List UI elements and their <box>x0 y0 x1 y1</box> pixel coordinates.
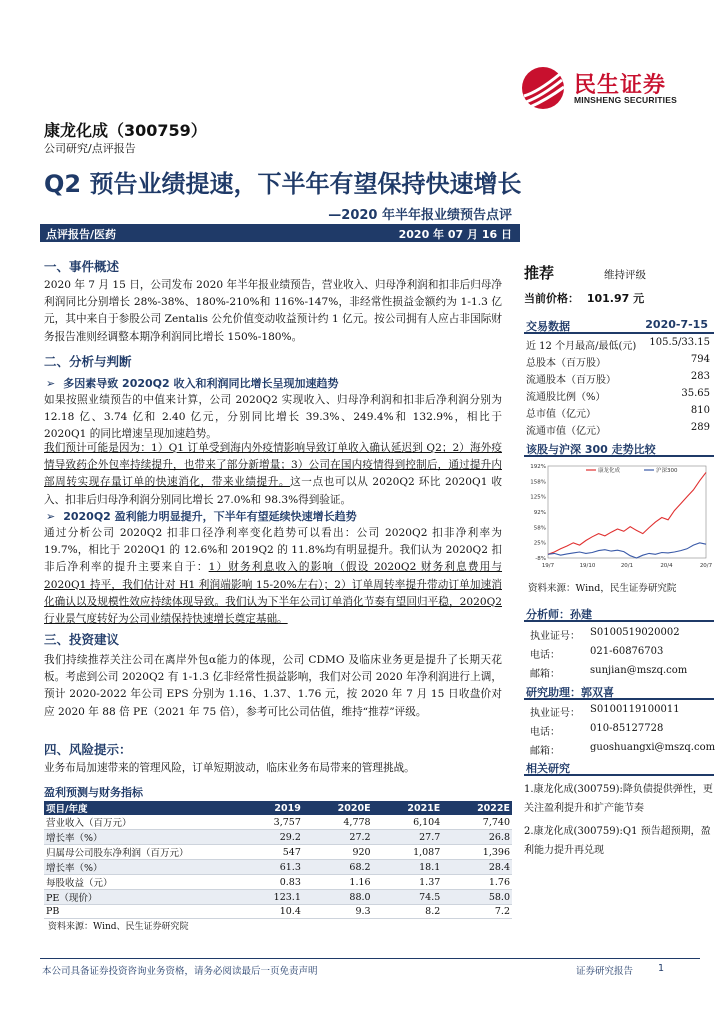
subtitle: —2020 年半年报业绩预告点评 <box>328 208 512 223</box>
forecast-header: 2020E <box>303 801 373 815</box>
report-category: 点评报告/医药 <box>46 228 117 241</box>
event-paragraph: 2020 年 7 月 15 日，公司发布 2020 年半年报业绩预告，营业收入、归母净利润和扣非后归母净利润同比分别增长 28%-38%、180%-210%和 116%-147%，非经常性损益金额约为 1-1.3 亿元，其中来自于参股公司 Zentalis 公允价值变动收益预计约 1 亿元。按公司拥有人应占非国际财务报告准则经调整本期净利润同比增长 150%-180%。 <box>44 279 502 343</box>
contact-row-label: 电话： <box>530 650 560 661</box>
trade-row-label: 总市值（亿元） <box>526 409 596 420</box>
related-header <box>524 760 714 776</box>
table-cell: 68.2 <box>303 860 373 875</box>
x-tick-label: 19/7 <box>541 563 555 569</box>
table-cell: 0.83 <box>244 875 303 890</box>
trade-row-value: 289 <box>690 422 710 433</box>
table-cell: 27.2 <box>303 830 373 845</box>
table-cell: 9.3 <box>303 905 373 919</box>
table-cell: 88.0 <box>303 890 373 905</box>
assistant-title: 研究助理：郭双喜 <box>526 686 614 699</box>
y-tick-label: 158% <box>530 479 546 486</box>
trade-row-value: 105.5/33.15 <box>649 337 710 348</box>
contact-row-label: 邮箱： <box>530 669 560 680</box>
table-cell: 8.2 <box>373 905 443 919</box>
table-cell: 1,087 <box>373 845 443 860</box>
page-number: 1 <box>658 963 665 974</box>
table-cell: 547 <box>244 845 303 860</box>
assistant-header <box>524 684 714 700</box>
contact-row-value: 021-60876703 <box>590 646 664 657</box>
contact-row-label: 执业证号： <box>530 708 580 719</box>
table-cell: 920 <box>303 845 373 860</box>
contact-row-value[interactable]: sunjian@mszq.com <box>590 665 688 676</box>
forecast-title: 盈利预测与财务指标 <box>44 786 143 799</box>
contact-row-label: 电话： <box>530 727 560 738</box>
table-cell: PE（现价） <box>44 890 244 905</box>
footer-disclaimer: 本公司具备证券投资咨询业务资格，请务必阅读最后一页免责声明 <box>42 966 318 977</box>
contact-row-value: 010-85127728 <box>590 723 664 734</box>
recommendation-paragraph: 我们持续推荐关注公司在离岸外包α能力的体现，公司 CDMO 及临床业务更是提升了长期天花板。考虑到公司 2020Q2 有 1-1.3 亿非经常性损益影响，我们对公司 2020 年净利润进行上调，预计 2020-2022 年公司 EPS 分别为 1.16、1.37、1.76 元，按 2020 年 7 月 15 日收盘价对应 2020 年 88 倍 PE（2021 年 75 倍），参考可比公司估值，维持“推荐”评级。 <box>44 654 502 718</box>
y-tick-label: 58% <box>533 525 546 532</box>
legend-label: 康龙化成 <box>598 468 621 474</box>
trade-data-header <box>524 318 714 334</box>
table-cell: 7,740 <box>442 815 512 830</box>
table-cell: 3,757 <box>244 815 303 830</box>
arrow-bullet-icon: ➢ <box>46 510 56 523</box>
analysis-paragraph-3 <box>44 525 502 628</box>
trade-row-value: 794 <box>690 354 710 365</box>
table-cell: 每股收益（元） <box>44 875 244 890</box>
table-row <box>44 845 512 860</box>
x-tick-label: 20/7 <box>699 563 713 569</box>
forecast-source: 资料来源：Wind、民生证券研究院 <box>48 922 189 932</box>
table-cell: 增长率（%） <box>44 830 244 845</box>
category-bar <box>40 224 520 242</box>
table-cell: 1.37 <box>373 875 443 890</box>
trade-data-title: 交易数据 <box>526 320 570 333</box>
series-line <box>548 543 706 558</box>
related-item[interactable]: 2.康龙化成(300759):Q1 预告超预期，盈利能力提升再兑现 <box>524 826 711 856</box>
table-cell: 18.1 <box>373 860 443 875</box>
contact-row-value: S0100119100011 <box>590 704 680 715</box>
section-title-risk: 四、风险提示： <box>44 742 132 757</box>
brand-name-cn: 民生证券 <box>574 73 667 98</box>
y-tick-label: 192% <box>530 464 546 470</box>
table-cell: 增长率（%） <box>44 860 244 875</box>
footer-report-label: 证券研究报告 <box>576 966 634 977</box>
table-cell: PB <box>44 905 244 919</box>
current-price <box>524 290 644 306</box>
forecast-header-row <box>44 801 512 815</box>
brand-name-en: MINSHENG SECURITIES <box>574 95 677 105</box>
table-cell: 26.8 <box>442 830 512 845</box>
trade-row-label: 近 12 个月最高/最低(元) <box>526 341 637 352</box>
related-title: 相关研究 <box>526 762 570 775</box>
trade-row <box>526 337 712 353</box>
price-chart <box>524 458 714 576</box>
contact-row-label: 执业证号： <box>530 631 580 642</box>
analysis-subheading-1-text: 多因素导致 2020Q2 收入和利润同比增长呈现加速趋势 <box>63 377 339 390</box>
table-cell: 74.5 <box>373 890 443 905</box>
section-title-analysis: 二、分析与判断 <box>44 354 132 369</box>
forecast-header: 项目/年度 <box>44 801 244 815</box>
price-value: 101.97 元 <box>586 292 645 305</box>
table-cell: 归属母公司股东净利润（百万元） <box>44 845 244 860</box>
x-tick-label: 19/10 <box>579 563 596 569</box>
y-tick-label: -8% <box>535 556 546 562</box>
table-cell: 58.0 <box>442 890 512 905</box>
chart-source: 资料来源：Wind，民生证券研究院 <box>528 583 677 594</box>
section-title-event: 一、事件概述 <box>44 259 120 274</box>
trade-row <box>526 388 712 404</box>
table-cell: 6,104 <box>373 815 443 830</box>
table-row <box>44 860 512 875</box>
risk-paragraph: 业务布局加速带来的管理风险，订单短期波动，临床业务布局带来的管理挑战。 <box>44 762 415 774</box>
contact-row-value[interactable]: guoshuangxi@mszq.com <box>590 742 716 753</box>
table-cell: 1.76 <box>442 875 512 890</box>
footer-divider <box>40 958 700 959</box>
analysis-paragraph-2-underlined: 我们预计可能是因为：1）Q1 订单受到海内外疫情影响导致订单收入确认延迟到 Q2；2）海外疫情导致药企外包率持续提升，也带来了部分新增量；3）公司在国内疫情得到控制后，通过提升内部周转实现存量订单的快速消化，带来业绩提升。 <box>44 442 502 489</box>
trade-row-value: 35.65 <box>681 388 710 399</box>
table-cell: 61.3 <box>244 860 303 875</box>
chart-header <box>524 441 714 457</box>
arrow-bullet-icon: ➢ <box>46 377 56 390</box>
x-tick-label: 20/1 <box>620 563 634 569</box>
trade-row-value: 810 <box>690 405 710 416</box>
legend-label: 沪深300 <box>656 468 678 474</box>
table-row <box>44 905 512 919</box>
table-row <box>44 830 512 845</box>
trade-row-value: 283 <box>690 371 710 382</box>
trade-row-label: 流通股本（百万股） <box>526 375 616 386</box>
forecast-table <box>44 801 512 919</box>
related-item[interactable]: 1.康龙化成(300759):降负债提供弹性，更关注盈利提升和扩产能节奏 <box>524 784 713 814</box>
table-cell: 10.4 <box>244 905 303 919</box>
report-date: 2020 年 07 月 16 日 <box>398 228 512 241</box>
table-cell: 27.7 <box>373 830 443 845</box>
analysis-subheading-1 <box>46 375 339 391</box>
price-label: 当前价格： <box>524 292 579 305</box>
trade-row <box>526 371 712 387</box>
chart-title: 该股与沪深 300 走势比较 <box>526 443 656 456</box>
logo <box>520 66 700 110</box>
trade-row <box>526 422 712 438</box>
analyst-header <box>524 606 714 622</box>
table-cell: 营业收入（百万元） <box>44 815 244 830</box>
company-name: 康龙化成（300759） <box>44 121 207 140</box>
contact-row-label: 邮箱： <box>530 746 560 757</box>
y-tick-label: 92% <box>533 510 546 516</box>
analysis-paragraph-3-underlined: 1）财务利息收入的影响（假设 2020Q2 财务利息费用与 2020Q1 持平，我们估计对 H1 利润端影响 15-20%左右）；2）订单周转率提升带动订单加速消化确认以及规模性效应持续体现导致。我们认为下半年公司订单消化节奏有望回归平稳，2020Q2 行业景气度转好为公司业绩保持快速增长奠定基础。 <box>44 561 503 626</box>
forecast-header: 2019 <box>244 801 303 815</box>
x-tick-label: 20/4 <box>660 563 673 569</box>
table-cell: 1.16 <box>303 875 373 890</box>
forecast-header: 2022E <box>442 801 512 815</box>
trade-data-date: 2020-7-15 <box>645 318 708 331</box>
trade-row <box>526 354 712 370</box>
series-line <box>548 472 706 554</box>
rating-value: 推荐 <box>524 264 555 282</box>
table-cell: 29.2 <box>244 830 303 845</box>
analysis-paragraph-2 <box>44 440 502 509</box>
table-cell: 4,778 <box>303 815 373 830</box>
analysis-paragraph-3-lead: 通过分析公司 2020Q2 扣非口径净利率变化趋势可以看出：公司 2020Q2 扣非净利率为 19.7%，相比于 2020Q1 的 12.6%和 2019Q2 的 11.8%均有明显提升。我们认为 2020Q2 扣非后净利率的提升主要来自于： <box>44 527 502 574</box>
table-row <box>44 875 512 890</box>
trade-row-label: 流通股比例（%） <box>526 392 606 403</box>
table-row <box>44 815 512 830</box>
contact-row-value: S0100519020002 <box>590 627 680 638</box>
trade-row-label: 总股本（百万股） <box>526 358 606 369</box>
y-tick-label: 125% <box>530 494 546 501</box>
analysis-paragraph-1: 如果按照业绩预告的中值来计算，公司 2020Q2 实现收入、归母净利润和扣非后净利润分别为 12.18 亿、3.74 亿和 2.40 亿元，分别同比增长 39.3%、249.4%和 132.9%，相比于 2020Q1 的同比增速呈现加速趋势。 <box>44 394 502 441</box>
y-tick-label: 25% <box>533 540 546 547</box>
analysis-subheading-2-text: 2020Q2 盈利能力明显提升，下半年有望延续快速增长趋势 <box>63 510 357 523</box>
table-cell: 7.2 <box>442 905 512 919</box>
minsheng-logo-icon <box>520 66 566 110</box>
section-title-recommendation: 三、投资建议 <box>44 632 120 647</box>
trade-row <box>526 405 712 421</box>
page-title: Q2 预告业绩提速，下半年有望保持快速增长 <box>44 170 522 198</box>
analysis-subheading-2 <box>46 508 357 524</box>
table-row <box>44 890 512 905</box>
table-cell: 123.1 <box>244 890 303 905</box>
table-cell: 28.4 <box>442 860 512 875</box>
table-cell: 1,396 <box>442 845 512 860</box>
rating-note: 维持评级 <box>604 269 646 281</box>
analysis-paragraph-2-rest: 这一点也可以从 2020Q2 环比 2020Q1 收入、扣非后归母净利润分别同比增长 27.0%和 98.3%得到验证。 <box>44 476 502 506</box>
doc-type: 公司研究/点评报告 <box>44 142 136 155</box>
forecast-header: 2021E <box>373 801 443 815</box>
analyst-title: 分析师：孙建 <box>526 608 592 621</box>
trade-row-label: 流通市值（亿元） <box>526 426 606 437</box>
